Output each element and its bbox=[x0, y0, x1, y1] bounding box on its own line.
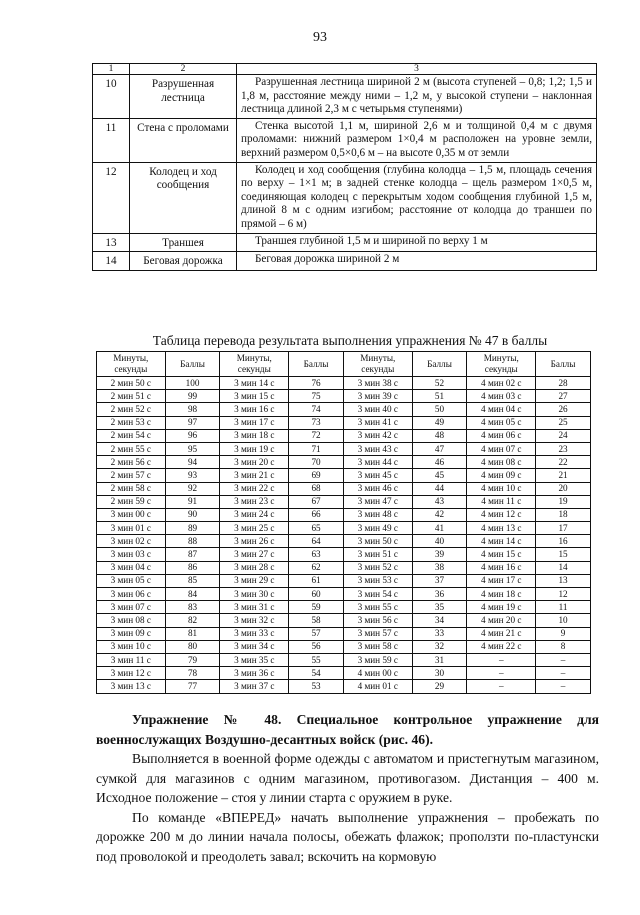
score-row bbox=[97, 377, 591, 390]
time-cell: 4 мин 18 с bbox=[467, 588, 536, 601]
time-cell: 3 мин 24 с bbox=[220, 508, 289, 521]
score-row bbox=[97, 574, 591, 587]
time-cell: 4 мин 10 с bbox=[467, 482, 536, 495]
points-cell: 16 bbox=[536, 535, 591, 548]
score-table-title: Таблица перевода результата выполнения упражнения № 47 в баллы bbox=[152, 333, 548, 348]
points-cell: 35 bbox=[412, 601, 467, 614]
points-cell: 90 bbox=[165, 508, 220, 521]
points-cell: 87 bbox=[165, 548, 220, 561]
points-cell: 96 bbox=[165, 429, 220, 442]
time-cell: 4 мин 01 с bbox=[343, 680, 412, 693]
points-cell: – bbox=[536, 667, 591, 680]
points-cell: 65 bbox=[289, 522, 344, 535]
time-cell: 3 мин 22 с bbox=[220, 482, 289, 495]
time-cell: 3 мин 01 с bbox=[97, 522, 166, 535]
time-cell: 3 мин 14 с bbox=[220, 377, 289, 390]
points-cell: 24 bbox=[536, 429, 591, 442]
time-cell: 3 мин 57 с bbox=[343, 627, 412, 640]
points-cell: 92 bbox=[165, 482, 220, 495]
time-cell: 3 мин 06 с bbox=[97, 588, 166, 601]
time-cell: 2 мин 51 с bbox=[97, 390, 166, 403]
points-cell: 61 bbox=[289, 574, 344, 587]
obstacle-row bbox=[93, 118, 597, 162]
col-header-time: Минуты, секунды bbox=[220, 352, 289, 377]
points-cell: 26 bbox=[536, 403, 591, 416]
points-cell: 49 bbox=[412, 416, 467, 429]
time-cell: 4 мин 12 с bbox=[467, 508, 536, 521]
score-row bbox=[97, 469, 591, 482]
time-cell: 4 мин 03 с bbox=[467, 390, 536, 403]
points-cell: 42 bbox=[412, 508, 467, 521]
time-cell: 2 мин 58 с bbox=[97, 482, 166, 495]
score-row bbox=[97, 429, 591, 442]
points-cell: 86 bbox=[165, 561, 220, 574]
time-cell: 3 мин 40 с bbox=[343, 403, 412, 416]
points-cell: – bbox=[536, 680, 591, 693]
points-cell: 99 bbox=[165, 390, 220, 403]
points-cell: 39 bbox=[412, 548, 467, 561]
time-cell: 3 мин 59 с bbox=[343, 653, 412, 666]
points-cell: 81 bbox=[165, 627, 220, 640]
points-cell: 78 bbox=[165, 667, 220, 680]
time-cell: 4 мин 04 с bbox=[467, 403, 536, 416]
time-cell: 3 мин 30 с bbox=[220, 588, 289, 601]
time-cell: 2 мин 56 с bbox=[97, 456, 166, 469]
score-row bbox=[97, 601, 591, 614]
time-cell: 3 мин 11 с bbox=[97, 653, 166, 666]
points-cell: 66 bbox=[289, 508, 344, 521]
points-cell: 28 bbox=[536, 377, 591, 390]
obstacle-number: 13 bbox=[93, 233, 130, 252]
points-cell: 70 bbox=[289, 456, 344, 469]
time-cell: 3 мин 52 с bbox=[343, 561, 412, 574]
points-cell: 27 bbox=[536, 390, 591, 403]
time-cell: 3 мин 17 с bbox=[220, 416, 289, 429]
points-cell: 88 bbox=[165, 535, 220, 548]
page-number: 93 bbox=[313, 30, 327, 45]
time-cell: 3 мин 32 с bbox=[220, 614, 289, 627]
paragraph: По команде «ВПЕРЕД» начать выполнение упражнения – пробежать по дорожке 200 м до линии начала полосы, обежать флажок; проползти по-пластунски под проволокой и преодолеть завал; вскочить на кормовую bbox=[96, 809, 599, 864]
time-cell: 2 мин 57 с bbox=[97, 469, 166, 482]
points-cell: 48 bbox=[412, 429, 467, 442]
time-cell: 3 мин 45 с bbox=[343, 469, 412, 482]
time-cell: 2 мин 55 с bbox=[97, 442, 166, 455]
points-cell: 43 bbox=[412, 495, 467, 508]
time-cell: 3 мин 37 с bbox=[220, 680, 289, 693]
time-cell: – bbox=[467, 680, 536, 693]
time-cell: 3 мин 05 с bbox=[97, 574, 166, 587]
obstacle-description: Траншея глубиной 1,5 м и шириной по верху 1 м bbox=[237, 233, 597, 252]
points-cell: 85 bbox=[165, 574, 220, 587]
points-cell: 76 bbox=[289, 377, 344, 390]
score-row bbox=[97, 403, 591, 416]
col-header-time: Минуты, секунды bbox=[97, 352, 166, 377]
points-cell: 11 bbox=[536, 601, 591, 614]
points-cell: 30 bbox=[412, 667, 467, 680]
points-cell: 69 bbox=[289, 469, 344, 482]
time-cell: 3 мин 42 с bbox=[343, 429, 412, 442]
time-cell: 2 мин 52 с bbox=[97, 403, 166, 416]
score-row bbox=[97, 508, 591, 521]
col-header-points: Баллы bbox=[412, 352, 467, 377]
points-cell: 38 bbox=[412, 561, 467, 574]
points-cell: 46 bbox=[412, 456, 467, 469]
score-row bbox=[97, 390, 591, 403]
time-cell: 3 мин 41 с bbox=[343, 416, 412, 429]
time-cell: 3 мин 00 с bbox=[97, 508, 166, 521]
points-cell: 55 bbox=[289, 653, 344, 666]
score-row bbox=[97, 548, 591, 561]
score-row bbox=[97, 416, 591, 429]
obstacles-header-row bbox=[93, 64, 597, 75]
time-cell: 3 мин 43 с bbox=[343, 442, 412, 455]
time-cell: 3 мин 36 с bbox=[220, 667, 289, 680]
time-cell: 4 мин 05 с bbox=[467, 416, 536, 429]
points-cell: 10 bbox=[536, 614, 591, 627]
points-cell: 31 bbox=[412, 653, 467, 666]
time-cell: 3 мин 12 с bbox=[97, 667, 166, 680]
points-cell: 79 bbox=[165, 653, 220, 666]
time-cell: 3 мин 33 с bbox=[220, 627, 289, 640]
points-cell: 21 bbox=[536, 469, 591, 482]
points-cell: 9 bbox=[536, 627, 591, 640]
obstacle-name: Стена с проломами bbox=[130, 118, 237, 162]
points-cell: 84 bbox=[165, 588, 220, 601]
time-cell: 3 мин 35 с bbox=[220, 653, 289, 666]
points-cell: 58 bbox=[289, 614, 344, 627]
score-row bbox=[97, 522, 591, 535]
time-cell: 3 мин 48 с bbox=[343, 508, 412, 521]
points-cell: 22 bbox=[536, 456, 591, 469]
header-cell-description: 3 bbox=[237, 64, 597, 75]
points-cell: 36 bbox=[412, 588, 467, 601]
points-cell: 53 bbox=[289, 680, 344, 693]
points-cell: 34 bbox=[412, 614, 467, 627]
points-cell: 14 bbox=[536, 561, 591, 574]
points-cell: 60 bbox=[289, 588, 344, 601]
obstacle-number: 12 bbox=[93, 162, 130, 233]
obstacle-row bbox=[93, 252, 597, 271]
points-cell: – bbox=[536, 653, 591, 666]
time-cell: 3 мин 15 с bbox=[220, 390, 289, 403]
time-cell: 3 мин 34 с bbox=[220, 640, 289, 653]
col-header-points: Баллы bbox=[289, 352, 344, 377]
time-cell: 3 мин 54 с bbox=[343, 588, 412, 601]
time-cell: 4 мин 14 с bbox=[467, 535, 536, 548]
time-cell: – bbox=[467, 667, 536, 680]
col-header-points: Баллы bbox=[165, 352, 220, 377]
time-cell: 4 мин 08 с bbox=[467, 456, 536, 469]
obstacle-row bbox=[93, 75, 597, 119]
points-cell: 12 bbox=[536, 588, 591, 601]
time-cell: 3 мин 02 с bbox=[97, 535, 166, 548]
points-cell: 40 bbox=[412, 535, 467, 548]
points-cell: 15 bbox=[536, 548, 591, 561]
points-cell: 93 bbox=[165, 469, 220, 482]
time-cell: 4 мин 21 с bbox=[467, 627, 536, 640]
points-cell: 72 bbox=[289, 429, 344, 442]
score-row bbox=[97, 535, 591, 548]
points-cell: 75 bbox=[289, 390, 344, 403]
time-cell: 2 мин 59 с bbox=[97, 495, 166, 508]
time-cell: 4 мин 13 с bbox=[467, 522, 536, 535]
time-cell: 4 мин 11 с bbox=[467, 495, 536, 508]
time-cell: 3 мин 25 с bbox=[220, 522, 289, 535]
obstacle-name: Колодец и ход сообщения bbox=[130, 162, 237, 233]
points-cell: 71 bbox=[289, 442, 344, 455]
time-cell: 4 мин 06 с bbox=[467, 429, 536, 442]
score-row bbox=[97, 614, 591, 627]
obstacle-description: Беговая дорожка шириной 2 м bbox=[237, 252, 597, 271]
points-cell: 33 bbox=[412, 627, 467, 640]
time-cell: 3 мин 50 с bbox=[343, 535, 412, 548]
points-cell: 98 bbox=[165, 403, 220, 416]
time-cell: 3 мин 07 с bbox=[97, 601, 166, 614]
time-cell: 3 мин 55 с bbox=[343, 601, 412, 614]
score-row bbox=[97, 653, 591, 666]
points-cell: 8 bbox=[536, 640, 591, 653]
points-cell: 51 bbox=[412, 390, 467, 403]
points-cell: 29 bbox=[412, 680, 467, 693]
points-cell: 89 bbox=[165, 522, 220, 535]
obstacle-description: Стенка высотой 1,1 м, шириной 2,6 м и толщиной 0,4 м с двумя проломами: нижний размером 1×0,4 м расположен на уровне земли, верхний размером 0,5×0,6 м – на высоте 0,35 м от земли bbox=[237, 118, 597, 162]
time-cell: 3 мин 39 с bbox=[343, 390, 412, 403]
time-cell: 3 мин 09 с bbox=[97, 627, 166, 640]
points-cell: 32 bbox=[412, 640, 467, 653]
time-cell: 3 мин 27 с bbox=[220, 548, 289, 561]
points-cell: 67 bbox=[289, 495, 344, 508]
points-cell: 100 bbox=[165, 377, 220, 390]
time-cell: 3 мин 20 с bbox=[220, 456, 289, 469]
points-cell: 41 bbox=[412, 522, 467, 535]
obstacle-number: 10 bbox=[93, 75, 130, 119]
score-row bbox=[97, 667, 591, 680]
obstacles-table bbox=[92, 63, 597, 271]
time-cell: 2 мин 53 с bbox=[97, 416, 166, 429]
points-cell: 17 bbox=[536, 522, 591, 535]
time-cell: 4 мин 16 с bbox=[467, 561, 536, 574]
score-row bbox=[97, 456, 591, 469]
time-cell: 3 мин 38 с bbox=[343, 377, 412, 390]
points-cell: 77 bbox=[165, 680, 220, 693]
time-cell: – bbox=[467, 653, 536, 666]
body-text bbox=[96, 710, 599, 866]
time-cell: 4 мин 22 с bbox=[467, 640, 536, 653]
score-row bbox=[97, 442, 591, 455]
time-cell: 3 мин 04 с bbox=[97, 561, 166, 574]
time-cell: 3 мин 46 с bbox=[343, 482, 412, 495]
header-cell-number: 1 bbox=[93, 64, 130, 75]
time-cell: 3 мин 13 с bbox=[97, 680, 166, 693]
time-cell: 3 мин 28 с bbox=[220, 561, 289, 574]
time-cell: 3 мин 03 с bbox=[97, 548, 166, 561]
score-row bbox=[97, 627, 591, 640]
time-cell: 2 мин 54 с bbox=[97, 429, 166, 442]
time-cell: 3 мин 47 с bbox=[343, 495, 412, 508]
time-cell: 2 мин 50 с bbox=[97, 377, 166, 390]
points-cell: 97 bbox=[165, 416, 220, 429]
points-cell: 47 bbox=[412, 442, 467, 455]
obstacle-number: 11 bbox=[93, 118, 130, 162]
time-cell: 3 мин 26 с bbox=[220, 535, 289, 548]
score-header-row bbox=[97, 352, 591, 377]
points-cell: 37 bbox=[412, 574, 467, 587]
points-cell: 19 bbox=[536, 495, 591, 508]
time-cell: 4 мин 09 с bbox=[467, 469, 536, 482]
obstacle-description: Разрушенная лестница шириной 2 м (высота ступеней – 0,8; 1,2; 1,5 и 1,8 м, расстояние между ними – 1,2 м, у высокой ступени – наклонная лестница длиной 2,3 м с четырьмя ступенями) bbox=[237, 75, 597, 119]
score-table bbox=[96, 351, 591, 694]
points-cell: 68 bbox=[289, 482, 344, 495]
time-cell: 3 мин 10 с bbox=[97, 640, 166, 653]
score-row bbox=[97, 588, 591, 601]
time-cell: 4 мин 20 с bbox=[467, 614, 536, 627]
obstacle-name: Разрушенная лестница bbox=[130, 75, 237, 119]
time-cell: 3 мин 31 с bbox=[220, 601, 289, 614]
score-row bbox=[97, 495, 591, 508]
points-cell: 23 bbox=[536, 442, 591, 455]
points-cell: 20 bbox=[536, 482, 591, 495]
time-cell: 3 мин 23 с bbox=[220, 495, 289, 508]
obstacle-row bbox=[93, 162, 597, 233]
score-row bbox=[97, 640, 591, 653]
points-cell: 94 bbox=[165, 456, 220, 469]
points-cell: 54 bbox=[289, 667, 344, 680]
points-cell: 74 bbox=[289, 403, 344, 416]
points-cell: 83 bbox=[165, 601, 220, 614]
points-cell: 62 bbox=[289, 561, 344, 574]
points-cell: 59 bbox=[289, 601, 344, 614]
points-cell: 91 bbox=[165, 495, 220, 508]
col-header-time: Минуты, секунды bbox=[467, 352, 536, 377]
exercise-heading: Упражнение № 48. Специальное контрольное упражнение для военнослужащих Воздушно-десантных войск (рис. 46). bbox=[96, 712, 599, 747]
time-cell: 4 мин 17 с bbox=[467, 574, 536, 587]
points-cell: 44 bbox=[412, 482, 467, 495]
time-cell: 3 мин 58 с bbox=[343, 640, 412, 653]
obstacle-row bbox=[93, 233, 597, 252]
obstacle-description: Колодец и ход сообщения (глубина колодца – 1,5 м, площадь сечения по верху – 1×1 м; в задней стенке колодца – щель размером 1×0,5 м, соединяющая колодец с перекрытым ходом сообщения глубиной 1,5 м, длиной 8 м с одним изгибом; расстояние от колодца до траншеи по прямой – 6 м) bbox=[237, 162, 597, 233]
col-header-points: Баллы bbox=[536, 352, 591, 377]
time-cell: 4 мин 15 с bbox=[467, 548, 536, 561]
time-cell: 3 мин 16 с bbox=[220, 403, 289, 416]
score-row bbox=[97, 482, 591, 495]
points-cell: 50 bbox=[412, 403, 467, 416]
time-cell: 4 мин 07 с bbox=[467, 442, 536, 455]
points-cell: 13 bbox=[536, 574, 591, 587]
header-cell-name: 2 bbox=[130, 64, 237, 75]
points-cell: 73 bbox=[289, 416, 344, 429]
obstacle-name: Траншея bbox=[130, 233, 237, 252]
points-cell: 82 bbox=[165, 614, 220, 627]
score-row bbox=[97, 561, 591, 574]
points-cell: 64 bbox=[289, 535, 344, 548]
time-cell: 3 мин 19 с bbox=[220, 442, 289, 455]
time-cell: 3 мин 08 с bbox=[97, 614, 166, 627]
time-cell: 3 мин 49 с bbox=[343, 522, 412, 535]
score-row bbox=[97, 680, 591, 693]
time-cell: 3 мин 56 с bbox=[343, 614, 412, 627]
points-cell: 18 bbox=[536, 508, 591, 521]
paragraph: Выполняется в военной форме одежды с автоматом и пристегнутым магазином, сумкой для магазинов с одним магазином, противогазом. Дистанция – 400 м. Исходное положение – стоя у линии старта с оружием в руке. bbox=[96, 751, 599, 805]
points-cell: 52 bbox=[412, 377, 467, 390]
time-cell: 3 мин 29 с bbox=[220, 574, 289, 587]
points-cell: 80 bbox=[165, 640, 220, 653]
points-cell: 57 bbox=[289, 627, 344, 640]
points-cell: 63 bbox=[289, 548, 344, 561]
col-header-time: Минуты, секунды bbox=[343, 352, 412, 377]
time-cell: 3 мин 21 с bbox=[220, 469, 289, 482]
points-cell: 56 bbox=[289, 640, 344, 653]
time-cell: 3 мин 18 с bbox=[220, 429, 289, 442]
points-cell: 45 bbox=[412, 469, 467, 482]
time-cell: 3 мин 51 с bbox=[343, 548, 412, 561]
time-cell: 4 мин 00 с bbox=[343, 667, 412, 680]
time-cell: 3 мин 53 с bbox=[343, 574, 412, 587]
obstacle-number: 14 bbox=[93, 252, 130, 271]
obstacle-name: Беговая дорожка bbox=[130, 252, 237, 271]
time-cell: 4 мин 19 с bbox=[467, 601, 536, 614]
time-cell: 4 мин 02 с bbox=[467, 377, 536, 390]
points-cell: 25 bbox=[536, 416, 591, 429]
time-cell: 3 мин 44 с bbox=[343, 456, 412, 469]
points-cell: 95 bbox=[165, 442, 220, 455]
